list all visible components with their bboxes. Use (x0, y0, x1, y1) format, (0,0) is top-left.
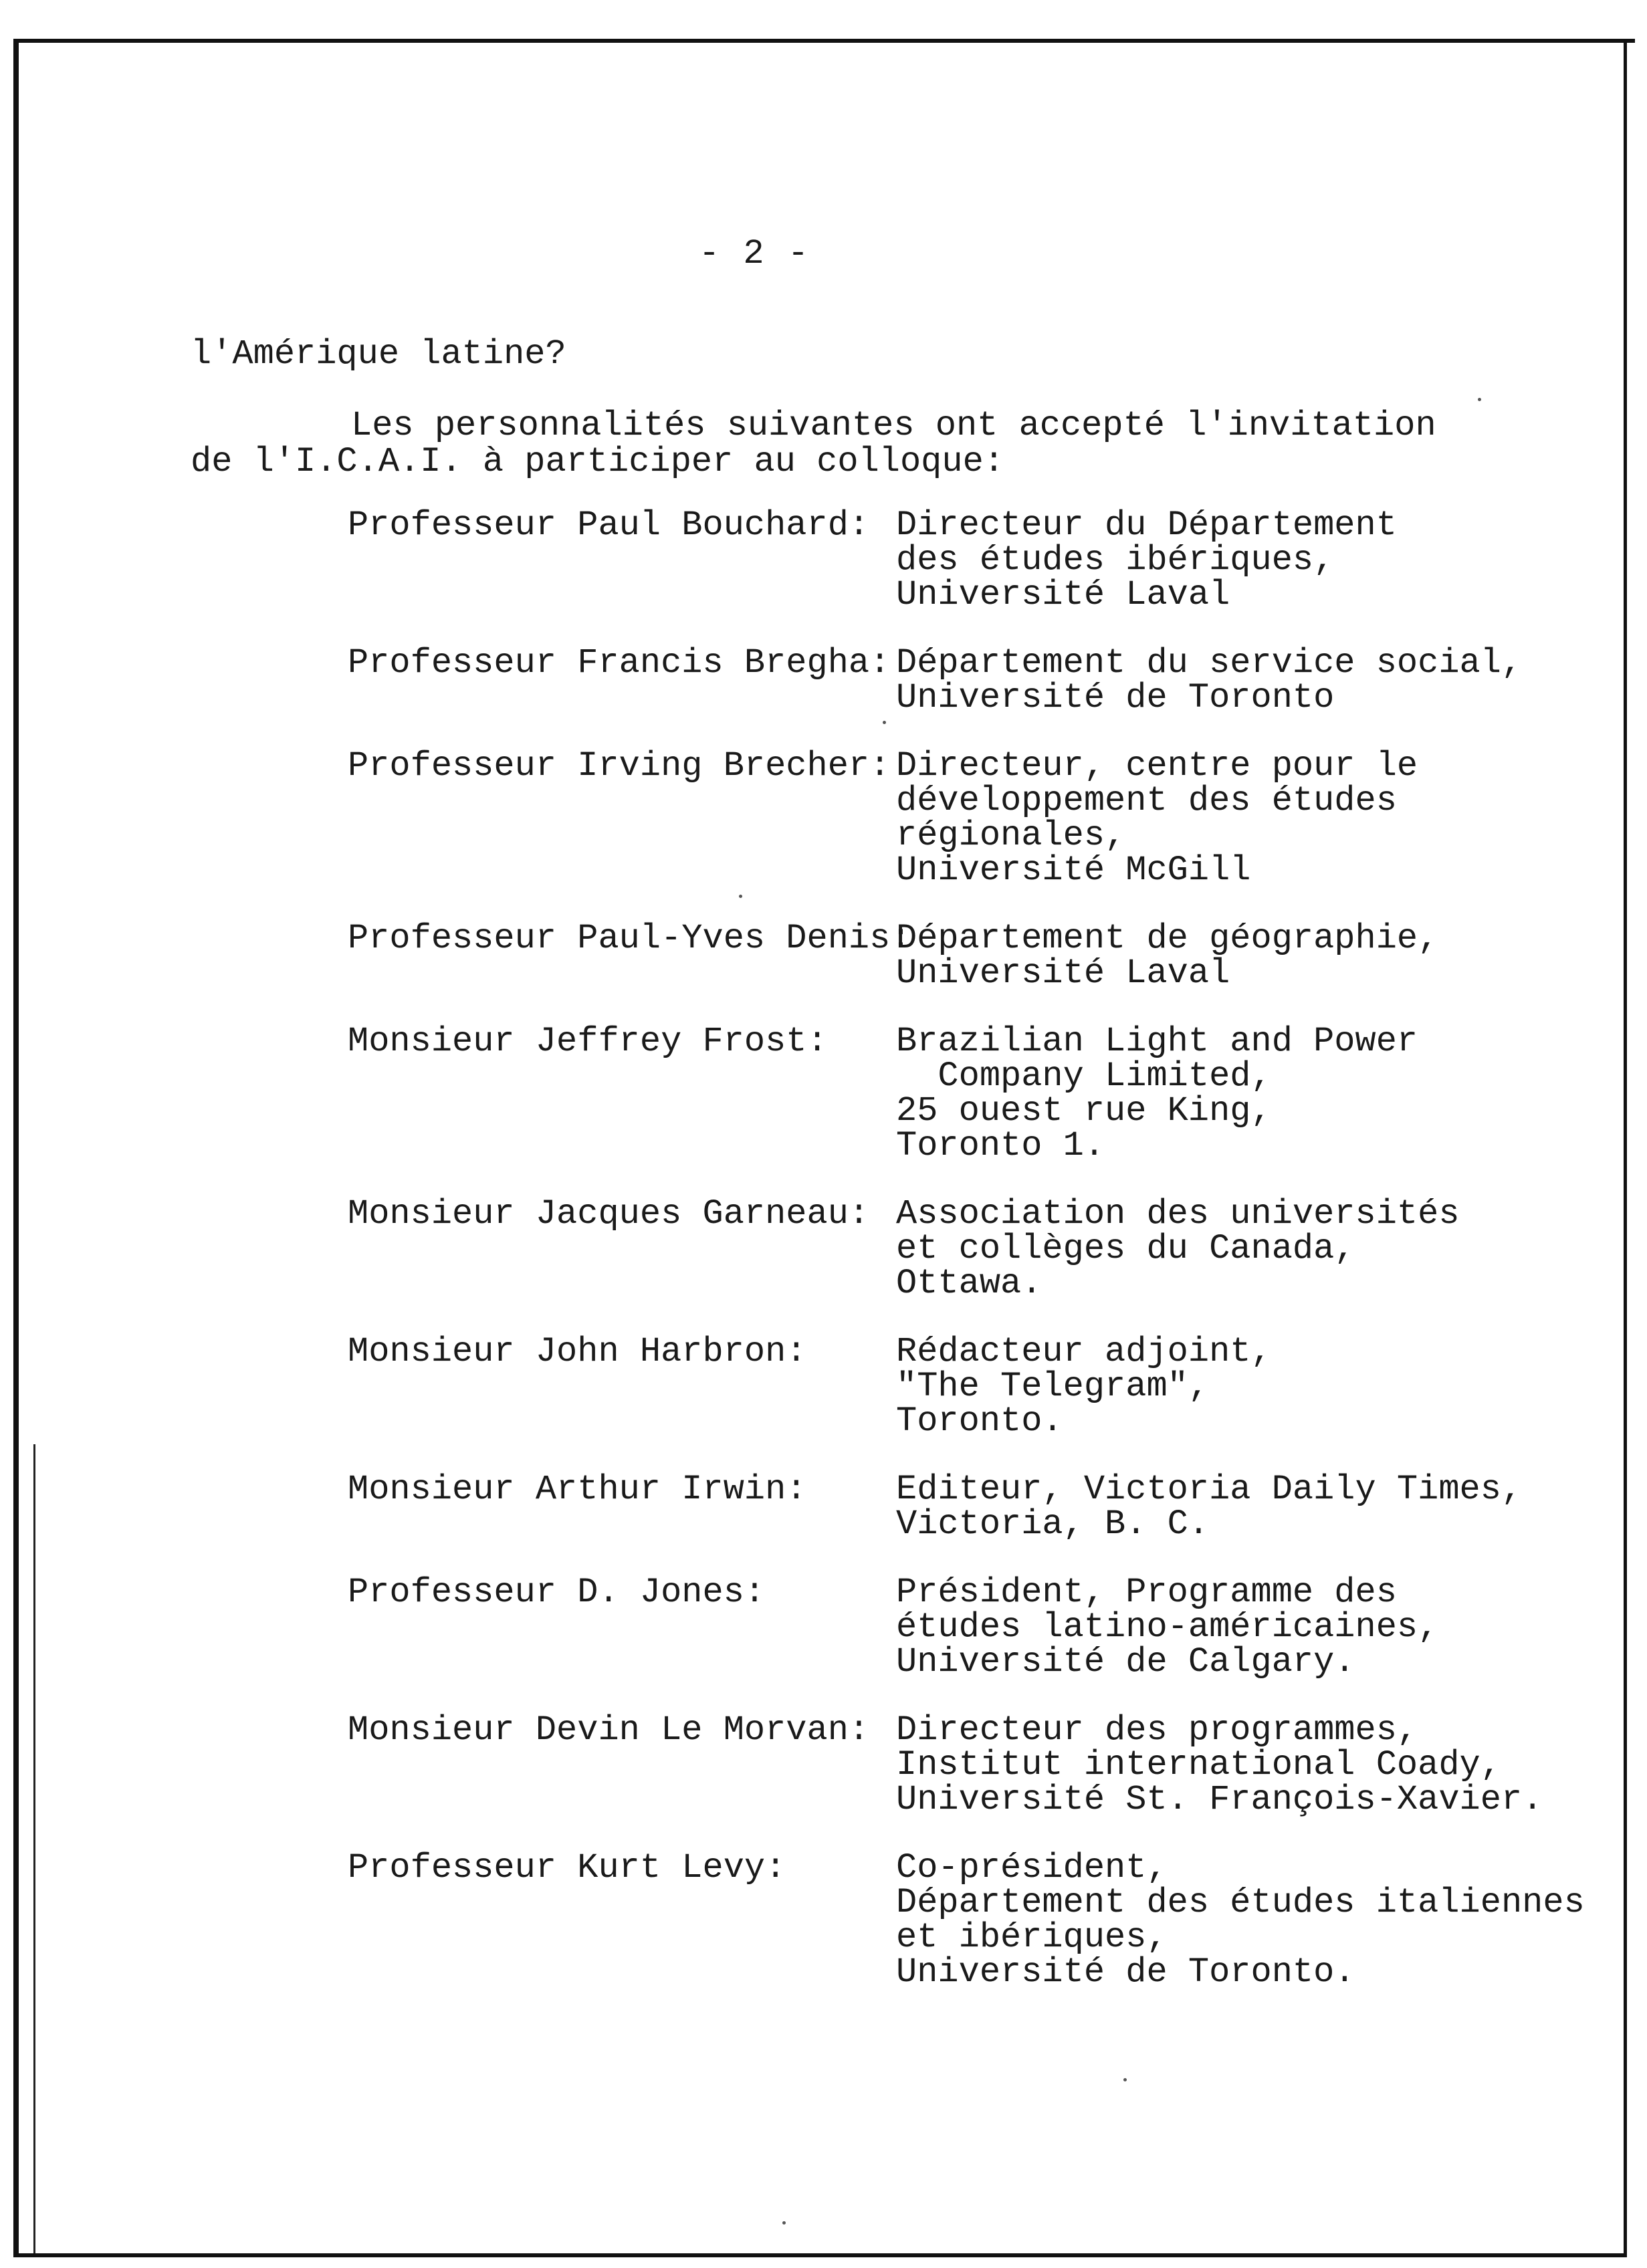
detail-line: Toronto. (896, 1401, 1063, 1441)
detail-line: études latino-américaines, (896, 1607, 1439, 1647)
detail-line: régionales, (896, 816, 1126, 855)
detail-line: développement des études (896, 781, 1397, 820)
participant-entry (348, 505, 1605, 614)
continuation-text: l'Amérique latine? (191, 334, 566, 374)
detail-line: 25 ouest rue King, (896, 1091, 1272, 1131)
participant-entry (348, 746, 1605, 890)
detail-line: et ibériques, (896, 1918, 1168, 1957)
detail-line: Association des universités (896, 1194, 1460, 1234)
detail-line: Toronto 1. (896, 1126, 1105, 1165)
intro-line: de l'I.C.A.I. à participer au colloque: (191, 442, 1004, 481)
participant-entry (348, 1024, 1605, 1163)
detail-line: Département de géographie, (896, 919, 1439, 958)
page-number: - 2 - (699, 234, 810, 273)
participant-entry (348, 1194, 1605, 1303)
detail-line: Editeur, Victoria Daily Times, (896, 1470, 1523, 1509)
participant-name: Monsieur Arthur Irwin: (348, 1470, 807, 1509)
detail-line: Université McGill (896, 850, 1251, 890)
participant-name: Monsieur Jeffrey Frost: (348, 1022, 828, 1061)
detail-line: Ottawa. (896, 1264, 1042, 1303)
participant-entry (348, 1848, 1605, 1992)
detail-line: Victoria, B. C. (896, 1504, 1210, 1544)
scan-speck (1123, 2078, 1127, 2081)
participant-details (896, 921, 1605, 991)
participant-details (896, 1848, 1605, 1992)
scan-speck (1478, 398, 1481, 401)
participant-entry (348, 643, 1605, 717)
participant-name: Professeur Paul Bouchard: (348, 505, 870, 545)
participant-name: Professeur D. Jones: (348, 1573, 766, 1612)
intro-line: Les personnalités suivantes ont accepté l'invitation (351, 406, 1436, 445)
detail-line: Département du service social, (896, 643, 1523, 683)
participant-details (896, 1472, 1605, 1542)
participant-name: Professeur Paul-Yves Denis: (348, 919, 911, 958)
detail-line: Rédacteur adjoint, (896, 1332, 1272, 1371)
participant-list (348, 505, 1605, 2023)
participant-details (896, 1575, 1605, 1680)
participant-details (896, 643, 1605, 717)
participant-entry (348, 1472, 1605, 1542)
participant-details (896, 1194, 1605, 1303)
detail-line: Université Laval (896, 575, 1230, 614)
page-border-left (13, 39, 19, 2257)
detail-line: des études ibériques, (896, 540, 1335, 580)
scan-speck (782, 2221, 786, 2225)
participant-entry (348, 1710, 1605, 1819)
participant-entry (348, 1332, 1605, 1441)
detail-line: Université de Toronto (896, 678, 1335, 717)
detail-line: Université de Calgary. (896, 1642, 1355, 1682)
participant-name: Monsieur Jacques Garneau: (348, 1194, 870, 1234)
page-border-right (1624, 39, 1627, 2257)
detail-line: "The Telegram", (896, 1367, 1210, 1406)
page-border-top (13, 39, 1635, 43)
participant-details (896, 1332, 1605, 1441)
participant-name: Professeur Kurt Levy: (348, 1848, 786, 1888)
participant-details (896, 505, 1605, 614)
participant-name: Monsieur John Harbron: (348, 1332, 807, 1371)
detail-line: Université de Toronto. (896, 1952, 1355, 1992)
detail-line: Brazilian Light and Power (896, 1022, 1418, 1061)
page-border-bottom (13, 2253, 1627, 2257)
participant-entry (348, 1575, 1605, 1680)
detail-line: et collèges du Canada, (896, 1229, 1355, 1268)
participant-name: Professeur Francis Bregha: (348, 643, 891, 683)
participant-entry (348, 921, 1605, 991)
detail-line: Directeur, centre pour le (896, 746, 1418, 786)
intro-paragraph (191, 408, 1461, 480)
detail-line: Company Limited, (896, 1056, 1272, 1096)
detail-line: Directeur des programmes, (896, 1710, 1418, 1750)
detail-line: Co-président, (896, 1848, 1168, 1888)
page-border-left-inner (33, 1444, 35, 2253)
detail-line: Université Laval (896, 953, 1230, 993)
detail-line: Département des études italiennes (896, 1883, 1585, 1922)
participant-name: Monsieur Devin Le Morvan: (348, 1710, 870, 1750)
detail-line: Directeur du Département (896, 505, 1397, 545)
participant-details (896, 1710, 1605, 1819)
participant-details (896, 1024, 1605, 1163)
detail-line: Université St. François-Xavier. (896, 1780, 1543, 1819)
detail-line: Institut international Coady, (896, 1745, 1501, 1785)
detail-line: Président, Programme des (896, 1573, 1397, 1612)
participant-details (896, 746, 1605, 890)
participant-name: Professeur Irving Brecher: (348, 746, 891, 786)
